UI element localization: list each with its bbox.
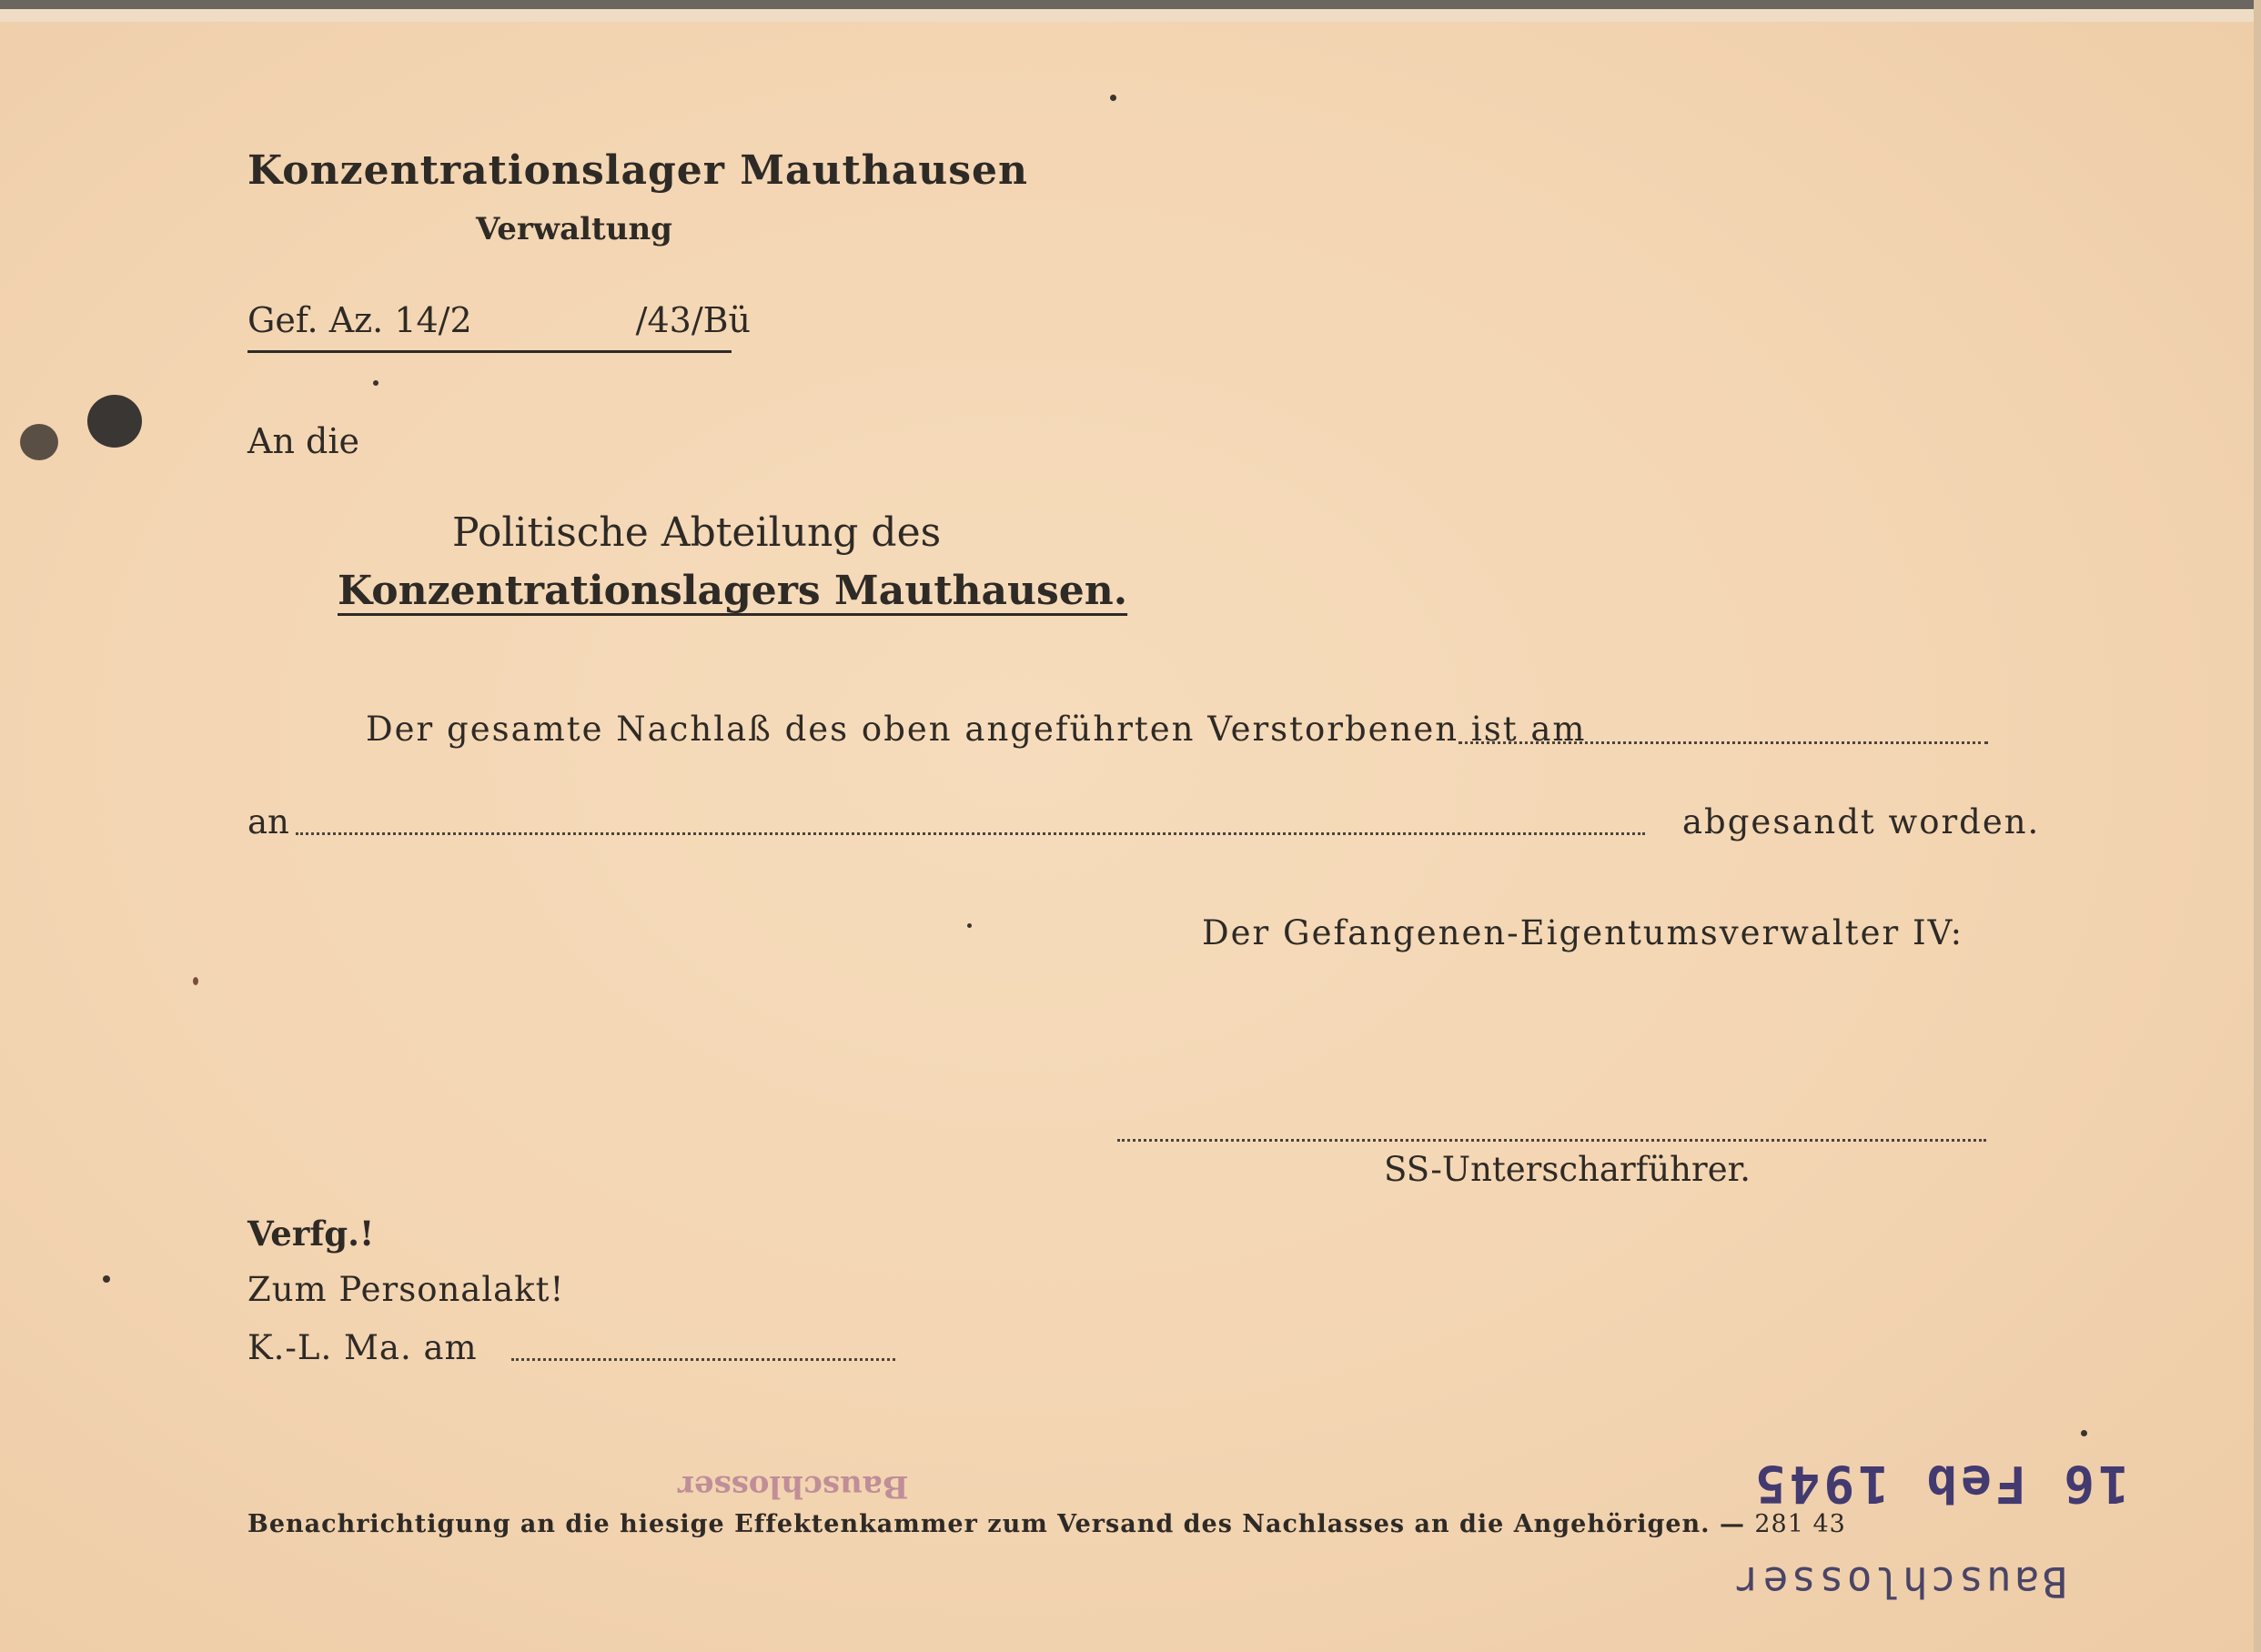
form-number: 281 43	[1754, 1510, 1846, 1538]
paper-right-edge	[2254, 0, 2261, 1652]
signature-fill-line	[1117, 1139, 1986, 1142]
header-organization: Konzentrationslager Mauthausen	[247, 147, 1029, 194]
paper-speck	[373, 380, 379, 386]
scanner-top-edge	[0, 0, 2261, 9]
faint-stamp: Bauschlosser	[678, 1468, 909, 1505]
reference-prefix: Gef. Az. 14/2	[247, 300, 472, 340]
body-line-2-end: abgesandt worden.	[1682, 802, 2041, 841]
reference-number	[247, 300, 751, 340]
paper-top-strip	[0, 9, 2261, 22]
footer-text: Benachrichtigung an die hiesige Effektenkammer zum Versand des Nachlasses an die Angehörigen. —	[247, 1510, 1745, 1538]
paper-speck	[967, 923, 972, 928]
body-line-1: Der gesamte Nachlaß des oben angeführten Verstorbenen ist am	[366, 710, 1587, 749]
recipient-fill-line	[296, 832, 1645, 835]
verfuegung-line-1: Zum Personalakt!	[247, 1270, 565, 1309]
date-fill-line	[1459, 741, 1988, 744]
verfuegung-date-fill-line	[511, 1358, 895, 1361]
body-an-label: an	[247, 802, 289, 841]
paper-speck	[2081, 1430, 2087, 1436]
verfuegung-line-2: K.-L. Ma. am	[247, 1328, 478, 1367]
address-line-1: Politische Abteilung des	[452, 509, 942, 556]
name-stamp: Bauschlosser	[1732, 1557, 2068, 1607]
address-salutation: An die	[247, 421, 359, 461]
paper-speck	[1110, 95, 1116, 101]
reference-underline	[247, 350, 732, 353]
paper-speck	[103, 1275, 110, 1283]
reference-suffix: /43/Bü	[635, 300, 752, 340]
signature-office: Der Gefangenen-Eigentumsverwalter IV:	[1202, 913, 1964, 952]
verfuegung-title: Verfg.!	[247, 1214, 375, 1254]
paper-speck	[193, 977, 198, 985]
header-department: Verwaltung	[476, 211, 672, 247]
punch-hole-icon	[87, 395, 142, 448]
address-line-2: Konzentrationslagers Mauthausen.	[338, 568, 1128, 614]
signature-rank: SS-Unterscharführer.	[1384, 1150, 1751, 1189]
punch-hole-torn-icon	[20, 424, 58, 460]
footer-note	[247, 1510, 1846, 1538]
date-stamp: 16 Feb 1945	[1751, 1454, 2129, 1513]
